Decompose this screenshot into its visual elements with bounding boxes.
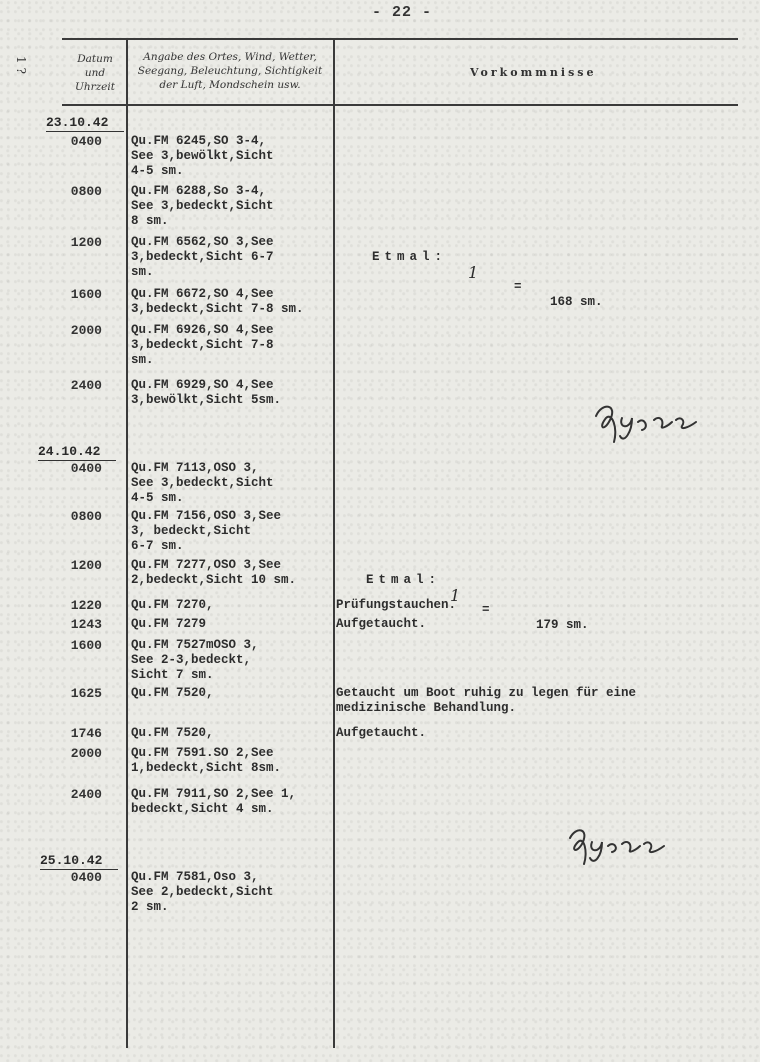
entry-time: 1200 xyxy=(70,558,102,573)
signature xyxy=(588,398,718,450)
etmal-label: Etmal: xyxy=(372,250,448,264)
event-text: Getaucht um Boot ruhig zu legen für eine medizinische Behandlung. xyxy=(336,686,637,715)
entry-time: 1600 xyxy=(70,638,102,653)
entry-position: Qu.FM 7911,SO 2,See 1, bedeckt,Sicht 4 sm. xyxy=(131,787,297,816)
entry-time: 1600 xyxy=(70,287,102,302)
column-divider-1 xyxy=(126,38,128,1048)
etmal-symbol: 1 xyxy=(450,586,461,605)
etmal-label: Etmal: xyxy=(366,573,442,587)
entry-time: 0400 xyxy=(70,870,102,885)
entry-position: Qu.FM 6672,SO 4,See 3,bedeckt,Sicht 7-8 sm. xyxy=(131,287,304,316)
entry-position: Qu.FM 7113,OSO 3, See 3,bedeckt,Sicht 4-5 sm. xyxy=(131,461,274,505)
event-text: Aufgetaucht. xyxy=(336,617,427,631)
entry-position: Qu.FM 6926,SO 4,See 3,bedeckt,Sicht 7-8 sm. xyxy=(131,323,274,367)
page-number: - 22 - xyxy=(372,4,433,21)
header-events-column: Vorkommnisse xyxy=(470,66,597,79)
event-text: Prüfungstauchen. xyxy=(336,598,457,612)
etmal-symbol: 1 xyxy=(468,263,479,282)
etmal-value: 179 sm. xyxy=(536,618,589,632)
etmal-value: 168 sm. xyxy=(550,295,603,309)
header-bottom-rule xyxy=(62,104,738,106)
entry-position: Qu.FM 7277,OSO 3,See 2,bedeckt,Sicht 10 sm. xyxy=(131,558,297,587)
header-position-column: Angabe des Ortes, Wind, Wetter, Seegang, Beleuchtung, Sichtigkeit der Luft, Mondschein usw. xyxy=(137,51,323,91)
entry-time: 2400 xyxy=(70,787,102,802)
event-text: Aufgetaucht. xyxy=(336,726,427,740)
entry-position: Qu.FM 7581,Oso 3, See 2,bedeckt,Sicht 2 sm. xyxy=(131,870,274,914)
entry-time: 1746 xyxy=(70,726,102,741)
entry-position: Qu.FM 7279 xyxy=(131,617,207,631)
header-top-rule xyxy=(62,38,738,40)
entry-time: 0400 xyxy=(70,461,102,476)
entry-position: Qu.FM 7591.SO 2,See 1,bedeckt,Sicht 8sm. xyxy=(131,746,282,775)
entry-position: Qu.FM 6562,SO 3,See 3,bedeckt,Sicht 6-7 sm. xyxy=(131,235,274,279)
entry-time: 1200 xyxy=(70,235,102,250)
entry-time: 1243 xyxy=(70,617,102,632)
entry-time: 0800 xyxy=(70,509,102,524)
entry-time: 2000 xyxy=(70,746,102,761)
etmal-equals: = xyxy=(482,603,490,617)
date-heading: 23.10.42 xyxy=(46,115,124,132)
signature xyxy=(560,822,680,872)
entry-position: Qu.FM 6929,SO 4,See 3,bewölkt,Sicht 5sm. xyxy=(131,378,282,407)
entry-position: Qu.FM 7527mOSO 3, See 2-3,bedeckt, Sicht 7 sm. xyxy=(131,638,259,682)
entry-position: Qu.FM 7520, xyxy=(131,686,214,700)
entry-time: 1625 xyxy=(70,686,102,701)
entry-time: 2000 xyxy=(70,323,102,338)
date-heading: 24.10.42 xyxy=(38,444,116,461)
header-date-column: Datum und Uhrzeit xyxy=(75,53,115,93)
etmal-entry xyxy=(342,235,742,325)
entry-position: Qu.FM 7270, xyxy=(131,598,214,612)
entry-position: Qu.FM 6288,So 3-4, See 3,bedeckt,Sicht 8 sm. xyxy=(131,184,274,228)
entry-time: 2400 xyxy=(70,378,102,393)
entry-time: 1220 xyxy=(70,598,102,613)
entry-time: 0400 xyxy=(70,134,102,149)
entry-position: Qu.FM 7156,OSO 3,See 3, bedeckt,Sicht 6-7 sm. xyxy=(131,509,282,553)
entry-time: 0800 xyxy=(70,184,102,199)
etmal-equals: = xyxy=(514,280,522,294)
entry-position: Qu.FM 7520, xyxy=(131,726,214,740)
margin-mark: 1 ? xyxy=(14,56,28,74)
entry-position: Qu.FM 6245,SO 3-4, See 3,bewölkt,Sicht 4-5 sm. xyxy=(131,134,274,178)
date-heading: 25.10.42 xyxy=(40,853,118,870)
